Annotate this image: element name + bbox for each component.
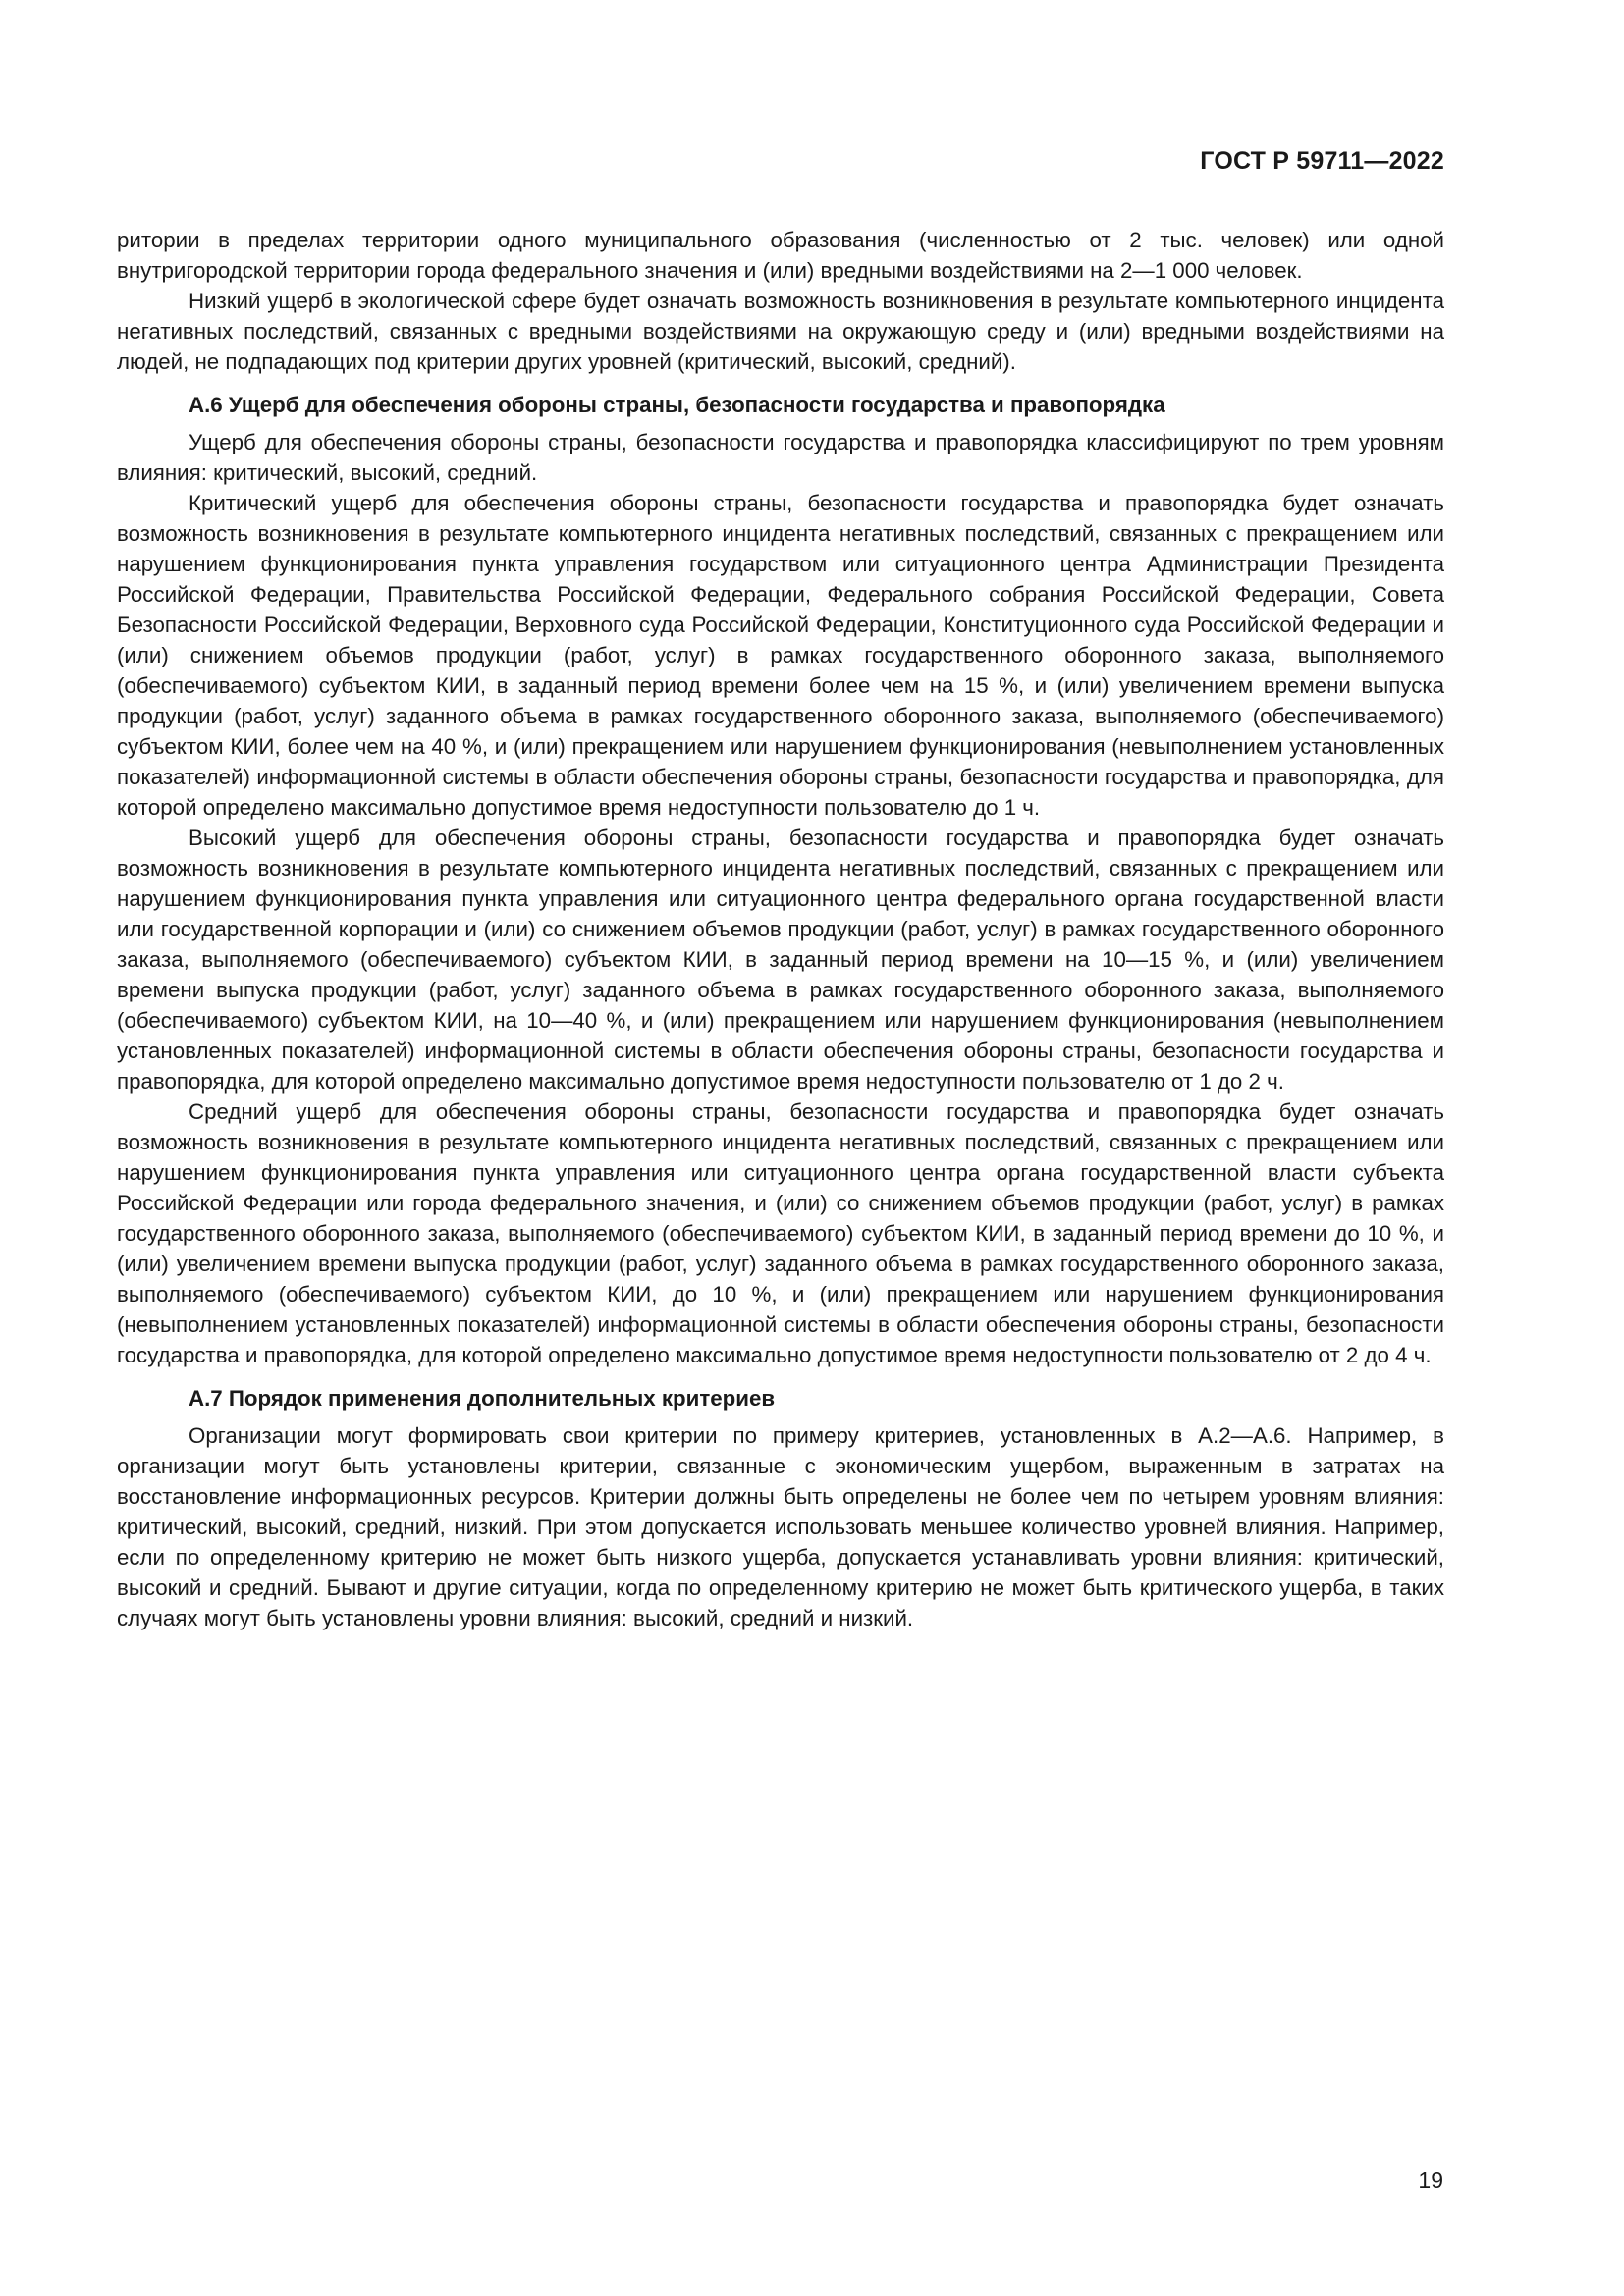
paragraph-high-damage: Высокий ущерб для обеспечения обороны страны, безопасности государства и правопорядка будет означать возможность возникновения в результате компьютерного инцидента негативных последствий, связанных с прекращением или нарушением функционирования пункта управления или ситуационного центра федерального органа государственной власти или государственной корпорации и (или) со снижением объемов продукции (работ, услуг) в рамках государственного оборонного заказа, выполняемого (обеспечиваемого) субъектом КИИ, в заданный период времени на 10—15 %, и (или) увеличением времени выпуска продукции (работ, услуг) заданного объема в рамках государственного оборонного заказа, выполняемого (обеспечиваемого) субъектом КИИ, на 10—40 %, и (или) прекращением или нарушением функционирования (невыполнением установленных показателей) информационной системы в области обеспечения обороны страны, безопасности государства и правопорядка, для которой определено максимально допустимое время недоступности пользователю от 1 до 2 ч. bbox=[117, 826, 1444, 1094]
section-heading-a7: А.7 Порядок применения дополнительных критериев bbox=[189, 1386, 776, 1411]
paragraph-defense-classification: Ущерб для обеспечения обороны страны, безопасности государства и правопорядка классифицируют по трем уровням влияния: критический, высокий, средний. bbox=[117, 430, 1444, 485]
paragraph-continuation: ритории в пределах территории одного муниципального образования (численностью от 2 тыс. человек) или одной внутригородской территории города федерального значения и (или) вредными воздействиями на 2—1 000 человек. bbox=[117, 228, 1444, 283]
section-heading-a6: А.6 Ущерб для обеспечения обороны страны, безопасности государства и правопорядка bbox=[189, 393, 1165, 417]
document-body bbox=[117, 225, 1444, 1633]
standard-designation: ГОСТ Р 59711—2022 bbox=[1200, 147, 1444, 175]
paragraph-low-ecological-damage: Низкий ущерб в экологической сфере будет означать возможность возникновения в результате компьютерного инцидента негативных последствий, связанных с вредными воздействиями на окружающую среду и (или) вредными воздействиями на людей, не подпадающих под критерии других уровней (критический, высокий, средний). bbox=[117, 289, 1444, 374]
paragraph-medium-damage: Средний ущерб для обеспечения обороны страны, безопасности государства и правопорядка будет означать возможность возникновения в результате компьютерного инцидента негативных последствий, связанных с прекращением или нарушением функционирования пункта управления или ситуационного центра органа государственной власти субъекта Российской Федерации или города федерального значения, и (или) со снижением объемов продукции (работ, услуг) в рамках государственного оборонного заказа, выполняемого (обеспечиваемого) субъектом КИИ, в заданный период времени до 10 %, и (или) увеличением времени выпуска продукции (работ, услуг) заданного объема в рамках государственного оборонного заказа, выполняемого (обеспечиваемого) субъектом КИИ, до 10 %, и (или) прекращением или нарушением функционирования (невыполнением установленных показателей) информационной системы в области обеспечения обороны страны, безопасности государства и правопорядка, для которой определено максимально допустимое время недоступности пользователю от 2 до 4 ч. bbox=[117, 1099, 1444, 1367]
paragraph-additional-criteria: Организации могут формировать свои критерии по примеру критериев, установленных в А.2—А.6. Например, в организации могут быть установлены критерии, связанные с экономическим ущербом, выраженным в затратах на восстановление информационных ресурсов. Критерии должны быть определены не более чем по четырем уровням влияния: критический, высокий, средний, низкий. При этом допускается использовать меньшее количество уровней влияния. Например, если по определенному критерию не может быть низкого ущерба, допускается устанавливать уровни влияния: критический, высокий и средний. Бывают и другие ситуации, когда по определенному критерию не может быть критического ущерба, в таких случаях могут быть установлены уровни влияния: высокий, средний и низкий. bbox=[117, 1423, 1444, 1630]
page-number: 19 bbox=[1418, 2167, 1443, 2193]
paragraph-critical-damage: Критический ущерб для обеспечения обороны страны, безопасности государства и правопорядка будет означать возможность возникновения в результате компьютерного инцидента негативных последствий, связанных с прекращением или нарушением функционирования пункта управления государством или ситуационного центра Администрации Президента Российской Федерации, Правительства Российской Федерации, Федерального собрания Российской Федерации, Совета Безопасности Российской Федерации, Верховного суда Российской Федерации, Конституционного суда Российской Федерации и (или) снижением объемов продукции (работ, услуг) в рамках государственного оборонного заказа, выполняемого (обеспечиваемого) субъектом КИИ, в заданный период времени более чем на 15 %, и (или) увеличением времени выпуска продукции (работ, услуг) заданного объема в рамках государственного оборонного заказа, выполняемого (обеспечиваемого) субъектом КИИ, более чем на 40 %, и (или) прекращением или нарушением функционирования (невыполнением установленных показателей) информационной системы в области обеспечения обороны страны, безопасности государства и правопорядка, для которой определено максимально допустимое время недоступности пользователю до 1 ч. bbox=[117, 491, 1444, 820]
